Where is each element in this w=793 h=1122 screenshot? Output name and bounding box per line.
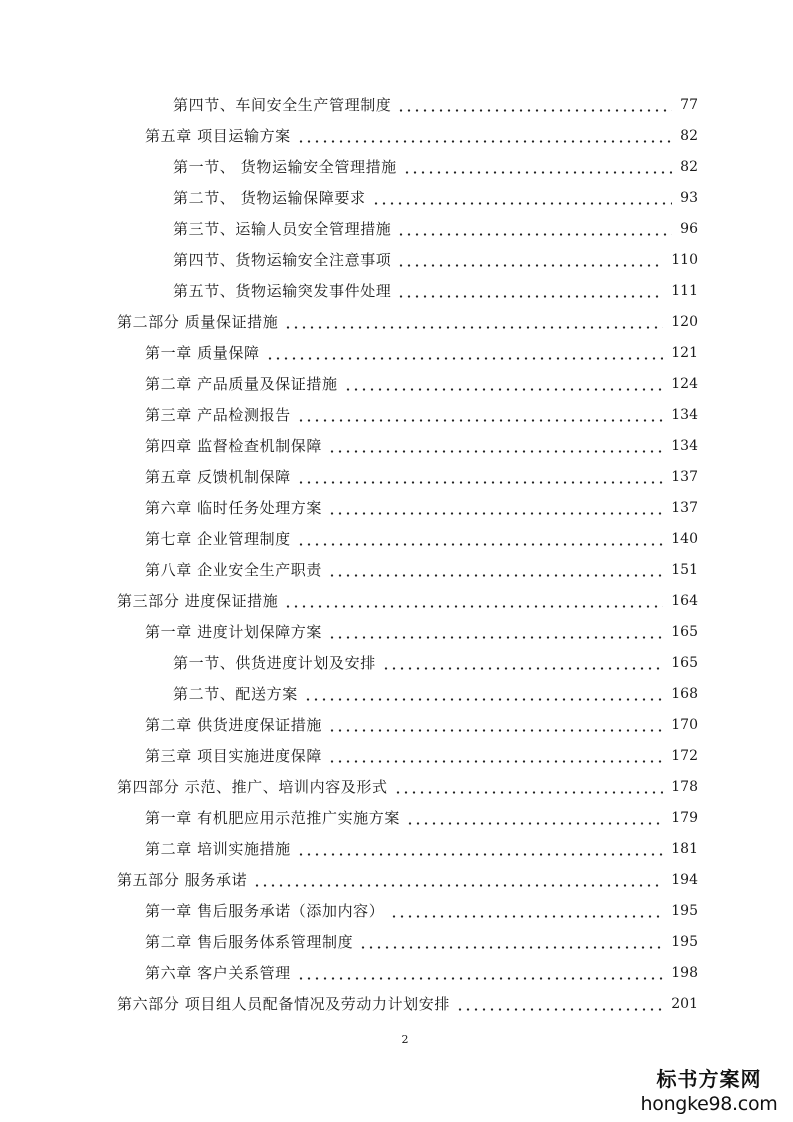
toc-entry xyxy=(0,586,793,617)
toc-entry-page-number: 194 xyxy=(671,872,698,888)
toc-entry-page-number: 181 xyxy=(671,841,698,857)
toc-entry-page-number: 201 xyxy=(671,996,698,1012)
table-of-contents xyxy=(0,90,793,1020)
dot-leader xyxy=(403,162,672,174)
toc-entry xyxy=(0,803,793,834)
watermark-url: hongke98.com xyxy=(640,1093,778,1115)
toc-entry xyxy=(0,896,793,927)
toc-entry-page-number: 111 xyxy=(671,283,698,299)
toc-entry-title: 第三部分 进度保证措施 xyxy=(117,592,279,610)
toc-entry xyxy=(0,90,793,121)
toc-entry xyxy=(0,307,793,338)
toc-entry-title: 第五章 反馈机制保障 xyxy=(145,468,291,486)
toc-entry xyxy=(0,152,793,183)
toc-entry-title: 第一章 售后服务承诺（添加内容） xyxy=(145,902,385,920)
dot-leader xyxy=(328,627,663,639)
toc-entry-page-number: 82 xyxy=(680,159,698,175)
toc-entry-page-number: 179 xyxy=(671,810,698,826)
dot-leader xyxy=(397,286,663,298)
dot-leader xyxy=(297,534,663,546)
toc-entry xyxy=(0,741,793,772)
toc-entry xyxy=(0,276,793,307)
toc-entry-title: 第四章 监督检查机制保障 xyxy=(145,437,322,455)
toc-entry-title: 第二章 供货进度保证措施 xyxy=(145,716,322,734)
toc-entry-title: 第四节、货物运输安全注意事项 xyxy=(173,251,392,269)
toc-entry-title: 第三节、运输人员安全管理措施 xyxy=(173,220,392,238)
toc-entry-page-number: 137 xyxy=(671,500,698,516)
toc-entry-title: 第一章 有机肥应用示范推广实施方案 xyxy=(145,809,400,827)
toc-entry-title: 第三章 产品检测报告 xyxy=(145,406,291,424)
toc-entry-title: 第一章 进度计划保障方案 xyxy=(145,623,322,641)
toc-entry-page-number: 120 xyxy=(671,314,698,330)
toc-entry-page-number: 137 xyxy=(671,469,698,485)
toc-entry-title: 第五章 项目运输方案 xyxy=(145,127,291,145)
toc-entry-page-number: 134 xyxy=(671,407,698,423)
toc-entry-title: 第二章 产品质量及保证措施 xyxy=(145,375,338,393)
toc-entry-page-number: 195 xyxy=(671,934,698,950)
toc-entry xyxy=(0,369,793,400)
toc-entry xyxy=(0,245,793,276)
toc-entry xyxy=(0,214,793,245)
toc-entry-title: 第二部分 质量保证措施 xyxy=(117,313,279,331)
dot-leader xyxy=(397,224,672,236)
toc-entry-page-number: 110 xyxy=(671,252,698,268)
dot-leader xyxy=(304,689,663,701)
toc-entry-page-number: 198 xyxy=(671,965,698,981)
toc-entry-title: 第二章 售后服务体系管理制度 xyxy=(145,933,354,951)
toc-entry xyxy=(0,679,793,710)
dot-leader xyxy=(266,348,664,360)
toc-entry xyxy=(0,121,793,152)
toc-entry xyxy=(0,834,793,865)
toc-entry-page-number: 178 xyxy=(671,779,698,795)
dot-leader xyxy=(382,658,663,670)
watermark-logo xyxy=(639,1066,779,1116)
dot-leader xyxy=(359,937,663,949)
toc-entry xyxy=(0,462,793,493)
toc-entry xyxy=(0,772,793,803)
toc-entry-title: 第六章 临时任务处理方案 xyxy=(145,499,322,517)
toc-entry-page-number: 124 xyxy=(671,376,698,392)
dot-leader xyxy=(406,813,663,825)
toc-entry-title: 第一节、 货物运输安全管理措施 xyxy=(173,158,397,176)
toc-entry-title: 第一章 质量保障 xyxy=(145,344,260,362)
dot-leader xyxy=(297,968,663,980)
dot-leader xyxy=(284,596,663,608)
dot-leader xyxy=(328,751,663,763)
toc-entry-page-number: 121 xyxy=(671,345,698,361)
toc-entry xyxy=(0,989,793,1020)
dot-leader xyxy=(328,503,663,515)
dot-leader xyxy=(297,410,663,422)
dot-leader xyxy=(372,193,673,205)
toc-entry xyxy=(0,493,793,524)
toc-entry-title: 第四部分 示范、推广、培训内容及形式 xyxy=(117,778,388,796)
toc-entry-page-number: 134 xyxy=(671,438,698,454)
toc-entry-page-number: 170 xyxy=(671,717,698,733)
dot-leader xyxy=(344,379,664,391)
toc-entry-page-number: 168 xyxy=(671,686,698,702)
toc-entry-page-number: 195 xyxy=(671,903,698,919)
toc-entry-title: 第五节、货物运输突发事件处理 xyxy=(173,282,392,300)
toc-entry-title: 第二章 培训实施措施 xyxy=(145,840,291,858)
toc-entry-title: 第一节、供货进度计划及安排 xyxy=(173,654,376,672)
toc-entry-page-number: 151 xyxy=(671,562,698,578)
page-number: 2 xyxy=(401,1033,409,1046)
toc-entry xyxy=(0,648,793,679)
toc-entry-page-number: 77 xyxy=(680,97,698,113)
dot-leader xyxy=(394,782,664,794)
toc-entry xyxy=(0,338,793,369)
toc-entry-page-number: 165 xyxy=(671,655,698,671)
watermark-title: 标书方案网 xyxy=(656,1067,762,1091)
toc-entry-page-number: 96 xyxy=(680,221,698,237)
toc-entry-title: 第七章 企业管理制度 xyxy=(145,530,291,548)
toc-entry-title: 第四节、车间安全生产管理制度 xyxy=(173,96,392,114)
toc-entry xyxy=(0,183,793,214)
dot-leader xyxy=(253,875,663,887)
toc-entry-title: 第三章 项目实施进度保障 xyxy=(145,747,322,765)
dot-leader xyxy=(328,720,663,732)
dot-leader xyxy=(297,844,663,856)
toc-entry-page-number: 164 xyxy=(671,593,698,609)
toc-entry xyxy=(0,927,793,958)
toc-entry-title: 第二节、配送方案 xyxy=(173,685,298,703)
toc-entry xyxy=(0,710,793,741)
toc-entry-page-number: 93 xyxy=(680,190,698,206)
toc-entry-title: 第六章 客户关系管理 xyxy=(145,964,291,982)
dot-leader xyxy=(328,441,663,453)
dot-leader xyxy=(456,999,663,1011)
toc-entry-page-number: 82 xyxy=(680,128,698,144)
toc-entry xyxy=(0,958,793,989)
toc-entry-title: 第六部分 项目组人员配备情况及劳动力计划安排 xyxy=(117,995,450,1013)
toc-entry-page-number: 165 xyxy=(671,624,698,640)
toc-entry-title: 第五部分 服务承诺 xyxy=(117,871,248,889)
dot-leader xyxy=(297,472,663,484)
toc-entry xyxy=(0,617,793,648)
toc-entry xyxy=(0,865,793,896)
toc-entry xyxy=(0,555,793,586)
dot-leader xyxy=(328,565,663,577)
toc-entry xyxy=(0,431,793,462)
dot-leader xyxy=(397,255,663,267)
toc-entry-title: 第二节、 货物运输保障要求 xyxy=(173,189,366,207)
toc-entry xyxy=(0,400,793,431)
toc-entry-page-number: 140 xyxy=(671,531,698,547)
toc-entry xyxy=(0,524,793,555)
dot-leader xyxy=(297,131,672,143)
dot-leader xyxy=(390,906,663,918)
toc-entry-title: 第八章 企业安全生产职责 xyxy=(145,561,322,579)
toc-entry-page-number: 172 xyxy=(671,748,698,764)
dot-leader xyxy=(397,100,672,112)
dot-leader xyxy=(284,317,663,329)
